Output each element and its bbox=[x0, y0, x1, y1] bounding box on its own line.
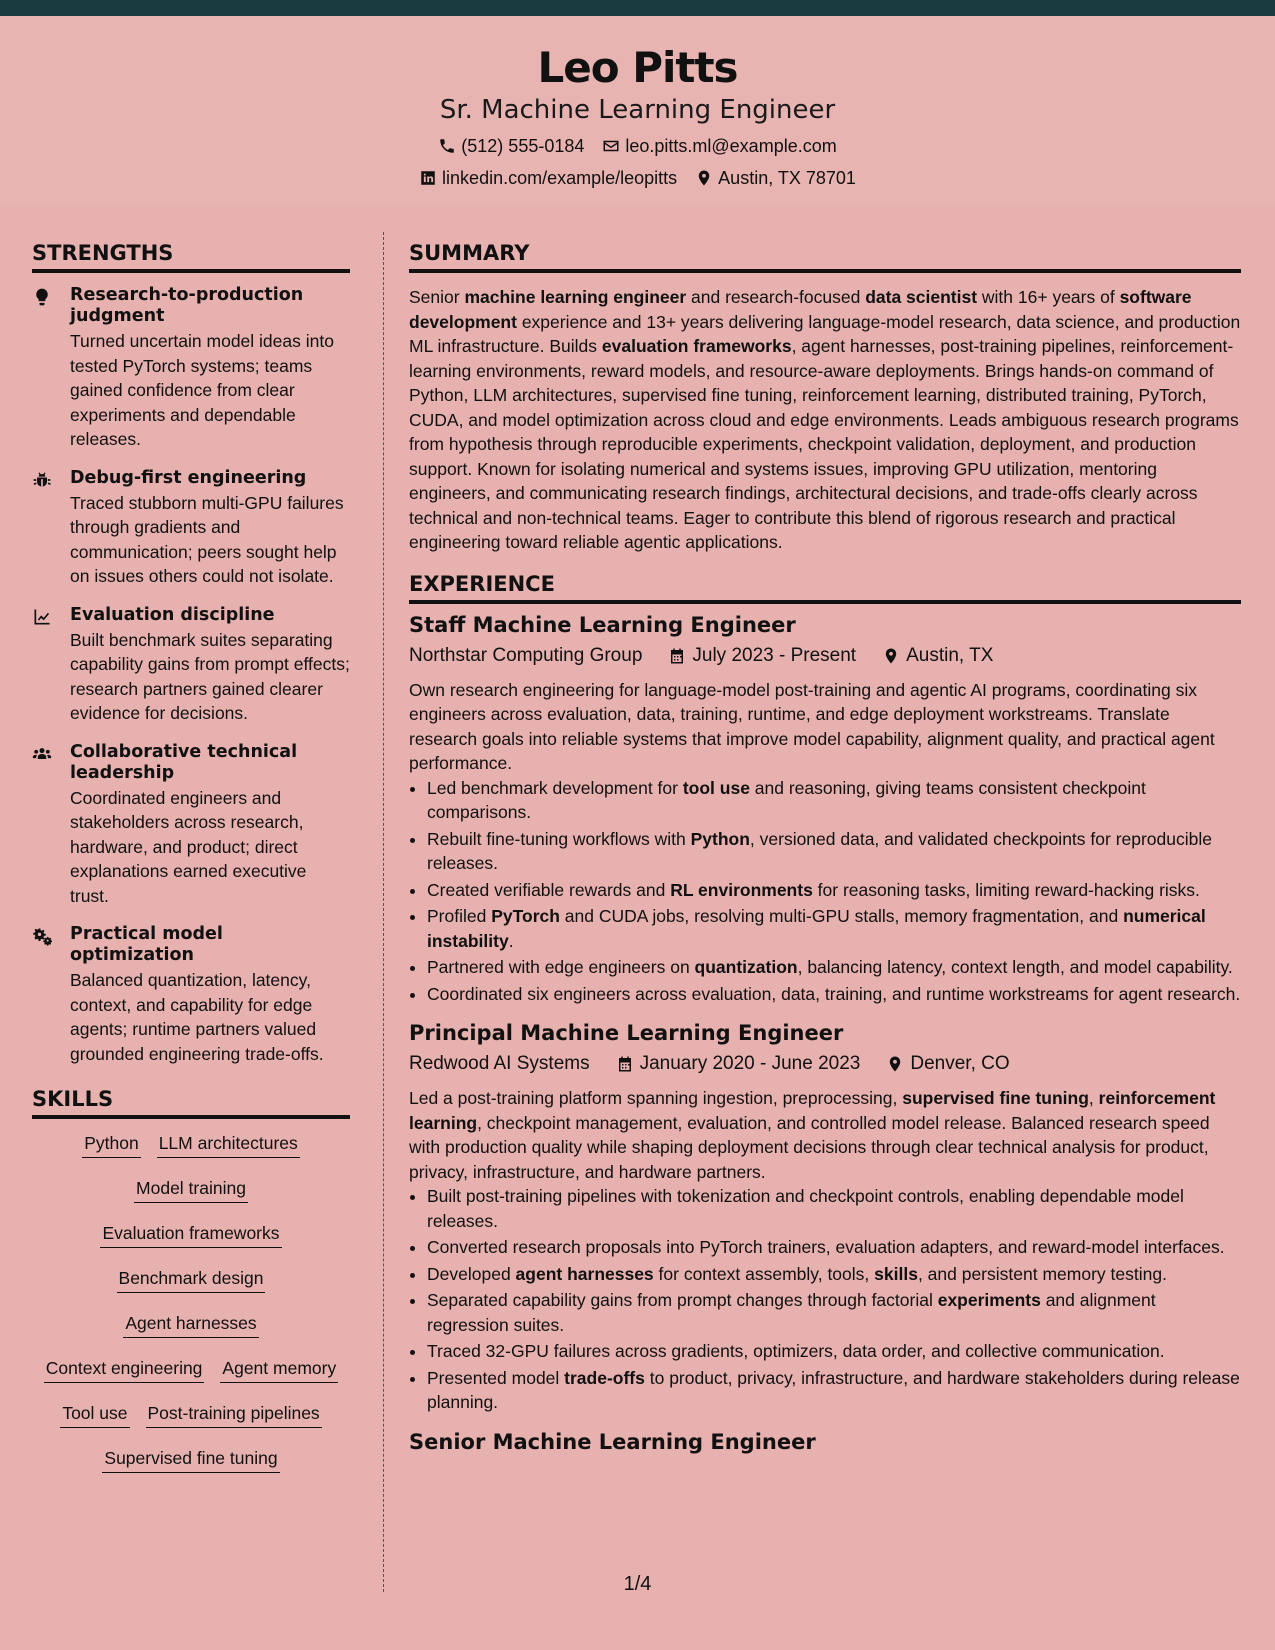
calendar-icon-wrap bbox=[668, 647, 686, 665]
strength-icon-wrap bbox=[32, 924, 60, 1066]
text-segment: to product, privacy, infrastructure, and hardware stakeholders during release planning. bbox=[427, 1367, 1240, 1412]
text-segment: Led benchmark development for bbox=[427, 777, 683, 798]
strength-title: Research-to-production judgment bbox=[70, 285, 304, 326]
text-segment: Partnered with edge engineers on bbox=[427, 957, 695, 977]
phone-number: (512) 555-0184 bbox=[461, 136, 585, 156]
job-description bbox=[409, 678, 1241, 776]
job-title: Senior Machine Learning Engineer bbox=[409, 1429, 816, 1454]
job-bullet bbox=[427, 1339, 1241, 1364]
jobs-list bbox=[409, 612, 1241, 1455]
skill-tag: Supervised fine tuning bbox=[102, 1446, 279, 1473]
bug-icon bbox=[32, 470, 52, 490]
job-bullet bbox=[427, 878, 1241, 903]
bold-keyword: PyTorch bbox=[491, 906, 560, 926]
envelope-icon bbox=[602, 137, 620, 155]
bold-keyword: Python bbox=[690, 828, 750, 849]
linkedin-url: linkedin.com/example/leopitts bbox=[442, 168, 678, 188]
job-entry bbox=[409, 612, 1241, 1007]
job-dates: July 2023 - Present bbox=[692, 644, 857, 666]
bold-keyword: evaluation frameworks bbox=[601, 336, 792, 356]
gears-icon bbox=[32, 926, 52, 946]
job-bullets bbox=[409, 1184, 1241, 1415]
skills-list bbox=[32, 1131, 350, 1491]
strength-text: Turned uncertain model ideas into tested PyTorch systems; teams gained confidence from clear experiments and dependable releases. bbox=[70, 331, 334, 449]
skill-tag: Post-training pipelines bbox=[146, 1401, 322, 1428]
bold-keyword: agent harnesses bbox=[515, 1263, 654, 1284]
map-pin-icon bbox=[886, 1055, 904, 1073]
strength-title: Collaborative technical leadership bbox=[70, 741, 298, 783]
text-segment: Created verifiable rewards and bbox=[427, 879, 671, 900]
job-bullet bbox=[427, 1366, 1241, 1415]
job-bullet bbox=[427, 776, 1241, 825]
job-title: Staff Machine Learning Engineer bbox=[409, 612, 796, 637]
candidate-title: Sr. Machine Learning Engineer bbox=[439, 95, 836, 125]
calendar-icon bbox=[668, 647, 686, 665]
bold-keyword: supervised fine tuning bbox=[902, 1088, 1089, 1108]
text-segment: experience and 13+ years delivering language-model research, data science, and production ML infrastructure. Builds bbox=[409, 311, 1241, 356]
job-entry bbox=[409, 1429, 1241, 1455]
strength-body bbox=[70, 924, 350, 1066]
strength-text: Traced stubborn multi-GPU failures through gradients and communication; peers sought help on issues others could not isolate. bbox=[70, 492, 344, 586]
column-divider bbox=[383, 232, 384, 1592]
job-bullet bbox=[427, 955, 1241, 980]
company-name: Redwood AI Systems bbox=[409, 1053, 590, 1074]
strength-body bbox=[70, 742, 350, 909]
map-pin-icon bbox=[695, 169, 713, 187]
text-segment: and reasoning, giving teams consistent checkpoint comparisons. bbox=[427, 777, 1146, 822]
bold-keyword: data scientist bbox=[865, 287, 978, 307]
email-contact[interactable] bbox=[602, 135, 836, 157]
job-bullet bbox=[427, 827, 1241, 876]
skill-tag: Agent harnesses bbox=[123, 1311, 258, 1338]
company-name: Northstar Computing Group bbox=[409, 644, 643, 666]
strength-text: Coordinated engineers and stakeholders across research, hardware, and product; direct explanations earned executive trust. bbox=[70, 787, 307, 906]
candidate-name: Leo Pitts bbox=[537, 43, 738, 92]
text-segment: , versioned data, and validated checkpoints for reproducible releases. bbox=[427, 828, 1212, 873]
bold-keyword: software development bbox=[409, 287, 1192, 332]
map-pin-icon-wrap bbox=[886, 1055, 904, 1073]
strengths-list bbox=[32, 285, 350, 1066]
phone-contact bbox=[438, 135, 584, 157]
text-segment: Built post-training pipelines with tokenization and checkpoint controls, enabling dependable model releases. bbox=[427, 1186, 1184, 1231]
skill-tag: Benchmark design bbox=[117, 1266, 266, 1293]
job-bullet bbox=[427, 1288, 1241, 1337]
email-address: leo.pitts.ml@example.com bbox=[625, 136, 837, 156]
strength-text: Balanced quantization, latency, context, and capability for edge agents; runtime partners valued grounded engineering trade-offs. bbox=[70, 970, 324, 1064]
job-title: Principal Machine Learning Engineer bbox=[409, 1021, 844, 1045]
text-segment: Presented model bbox=[427, 1367, 565, 1388]
top-color-bar bbox=[0, 0, 1275, 16]
text-segment: for reasoning tasks, limiting reward-hacking risks. bbox=[812, 879, 1200, 900]
job-bullet bbox=[427, 904, 1241, 953]
strength-icon-wrap bbox=[32, 605, 60, 726]
map-pin-icon bbox=[882, 647, 900, 665]
bold-keyword: machine learning engineer bbox=[464, 287, 687, 307]
strength-title: Evaluation discipline bbox=[70, 604, 275, 625]
skill-tag: Context engineering bbox=[44, 1356, 205, 1383]
text-segment: , checkpoint management, evaluation, and controlled model release. Balanced research speed with production quality while shaping deployment decisions through clear technical analysis for product, privacy, infrastructure, and hardware partners. bbox=[409, 1112, 1210, 1182]
strength-item bbox=[32, 924, 350, 1066]
phone-icon bbox=[438, 137, 456, 155]
summary-text bbox=[409, 285, 1241, 555]
text-segment: , and persistent memory testing. bbox=[917, 1263, 1167, 1284]
strength-item bbox=[32, 285, 350, 452]
map-pin-icon-wrap bbox=[882, 647, 900, 665]
job-entry bbox=[409, 1020, 1241, 1415]
location-contact bbox=[695, 167, 856, 189]
linkedin-icon bbox=[419, 169, 437, 187]
strength-body bbox=[70, 285, 350, 452]
bold-keyword: RL environments bbox=[670, 879, 813, 900]
text-segment: Separated capability gains from prompt changes through factorial bbox=[427, 1290, 938, 1310]
skill-tag: Agent memory bbox=[220, 1356, 338, 1383]
skill-tag: LLM architectures bbox=[157, 1131, 300, 1158]
location-text: Austin, TX 78701 bbox=[718, 168, 856, 188]
text-segment: with 16+ years of bbox=[977, 287, 1120, 307]
strength-body bbox=[70, 605, 350, 726]
job-description bbox=[409, 1086, 1241, 1184]
page-number: 1/4 bbox=[623, 1573, 652, 1595]
summary-heading: SUMMARY bbox=[409, 240, 1241, 273]
text-segment: , agent harnesses, post-training pipelines, reinforcement-learning environments, reward models, and resource-aware deployments. Brings hands-on command of Python, LLM architectures, supervised fine tuning, reinforcement learning, distributed training, PyTorch, CUDA, and model optimization across cloud and edge environments. Leads ambiguous research programs from hypothesis through reproducible experiments, checkpoint validation, deployment, and production support. Known for isolating numerical and systems issues, improving GPU utilization, mentoring engineers, and communicating research findings, architectural decisions, and trade-offs clearly across technical and non-technical teams. Eager to contribute this blend of rigorous research and practical engineering toward reliable agentic applications. bbox=[409, 336, 1239, 552]
bold-keyword: tool use bbox=[682, 777, 750, 798]
users-icon bbox=[32, 744, 52, 764]
linkedin-contact[interactable] bbox=[419, 167, 677, 189]
left-column bbox=[32, 240, 350, 1491]
text-segment: and CUDA jobs, resolving multi-GPU stalls, memory fragmentation, and bbox=[559, 906, 1124, 926]
strength-text: Built benchmark suites separating capability gains from prompt effects; research partners gained clearer evidence for decisions. bbox=[70, 629, 350, 723]
experience-heading: EXPERIENCE bbox=[409, 571, 1241, 604]
chart-line-icon bbox=[32, 607, 52, 627]
strength-body bbox=[70, 468, 350, 589]
text-segment: , bbox=[1088, 1088, 1099, 1108]
text-segment: and research-focused bbox=[686, 287, 866, 307]
job-dates: January 2020 - June 2023 bbox=[639, 1053, 861, 1074]
job-bullets bbox=[409, 776, 1241, 1007]
skill-tag: Python bbox=[82, 1131, 140, 1158]
bold-keyword: trade-offs bbox=[564, 1367, 645, 1388]
text-segment: , balancing latency, context length, and model capability. bbox=[797, 957, 1233, 977]
text-segment: for context assembly, tools, bbox=[653, 1263, 875, 1284]
bold-keyword: experiments bbox=[937, 1290, 1041, 1310]
strength-title: Debug-first engineering bbox=[70, 467, 307, 488]
job-bullet bbox=[427, 1262, 1241, 1287]
text-segment: and alignment regression suites. bbox=[427, 1290, 1156, 1335]
job-location: Austin, TX bbox=[906, 644, 994, 666]
bold-keyword: reinforcement learning bbox=[409, 1088, 1216, 1133]
bold-keyword: skills bbox=[874, 1263, 918, 1284]
skill-tag: Model training bbox=[134, 1176, 248, 1203]
text-segment: . bbox=[508, 930, 514, 951]
text-segment: Own research engineering for language-model post-training and agentic AI programs, coordinating six engineers across evaluation, data, training, runtime, and edge deployment workstreams. Translate research goals into reliable systems that improve model capability, alignment quality, and practical agent performance. bbox=[409, 679, 1215, 773]
text-segment: Led a post-training platform spanning ingestion, preprocessing, bbox=[409, 1088, 903, 1108]
bold-keyword: quantization bbox=[694, 957, 798, 977]
text-segment: Coordinated six engineers across evaluation, data, training, and runtime workstreams for agent research. bbox=[427, 983, 1241, 1004]
job-location: Denver, CO bbox=[910, 1053, 1010, 1074]
bold-keyword: numerical instability bbox=[427, 906, 1206, 951]
strength-item bbox=[32, 742, 350, 909]
job-bullet bbox=[427, 1184, 1241, 1233]
strength-title: Practical model optimization bbox=[70, 924, 223, 965]
resume-header bbox=[0, 16, 1275, 204]
job-bullet bbox=[427, 1235, 1241, 1260]
text-segment: Rebuilt fine-tuning workflows with bbox=[427, 828, 691, 849]
skills-heading: SKILLS bbox=[32, 1086, 350, 1119]
job-meta bbox=[409, 1052, 1241, 1076]
job-bullet bbox=[427, 982, 1241, 1007]
calendar-icon-wrap bbox=[616, 1055, 634, 1073]
right-column bbox=[409, 240, 1241, 1455]
calendar-icon bbox=[616, 1055, 634, 1073]
skill-tag: Tool use bbox=[60, 1401, 129, 1428]
text-segment: Profiled bbox=[427, 906, 492, 926]
strength-item bbox=[32, 605, 350, 726]
text-segment: Senior bbox=[409, 287, 465, 307]
text-segment: Developed bbox=[427, 1263, 516, 1284]
strength-icon-wrap bbox=[32, 742, 60, 909]
lightbulb-icon bbox=[32, 287, 52, 307]
job-meta bbox=[409, 644, 1241, 668]
text-segment: Converted research proposals into PyTorch trainers, evaluation adapters, and reward-model interfaces. bbox=[427, 1237, 1225, 1257]
contact-row-2 bbox=[0, 167, 1275, 189]
strength-item bbox=[32, 468, 350, 589]
strength-icon-wrap bbox=[32, 468, 60, 589]
strengths-heading: STRENGTHS bbox=[32, 240, 350, 273]
contact-row-1 bbox=[0, 135, 1275, 157]
text-segment: Traced 32-GPU failures across gradients, optimizers, data order, and collective communication. bbox=[427, 1341, 1165, 1361]
skill-tag: Evaluation frameworks bbox=[100, 1221, 281, 1248]
strength-icon-wrap bbox=[32, 285, 60, 452]
